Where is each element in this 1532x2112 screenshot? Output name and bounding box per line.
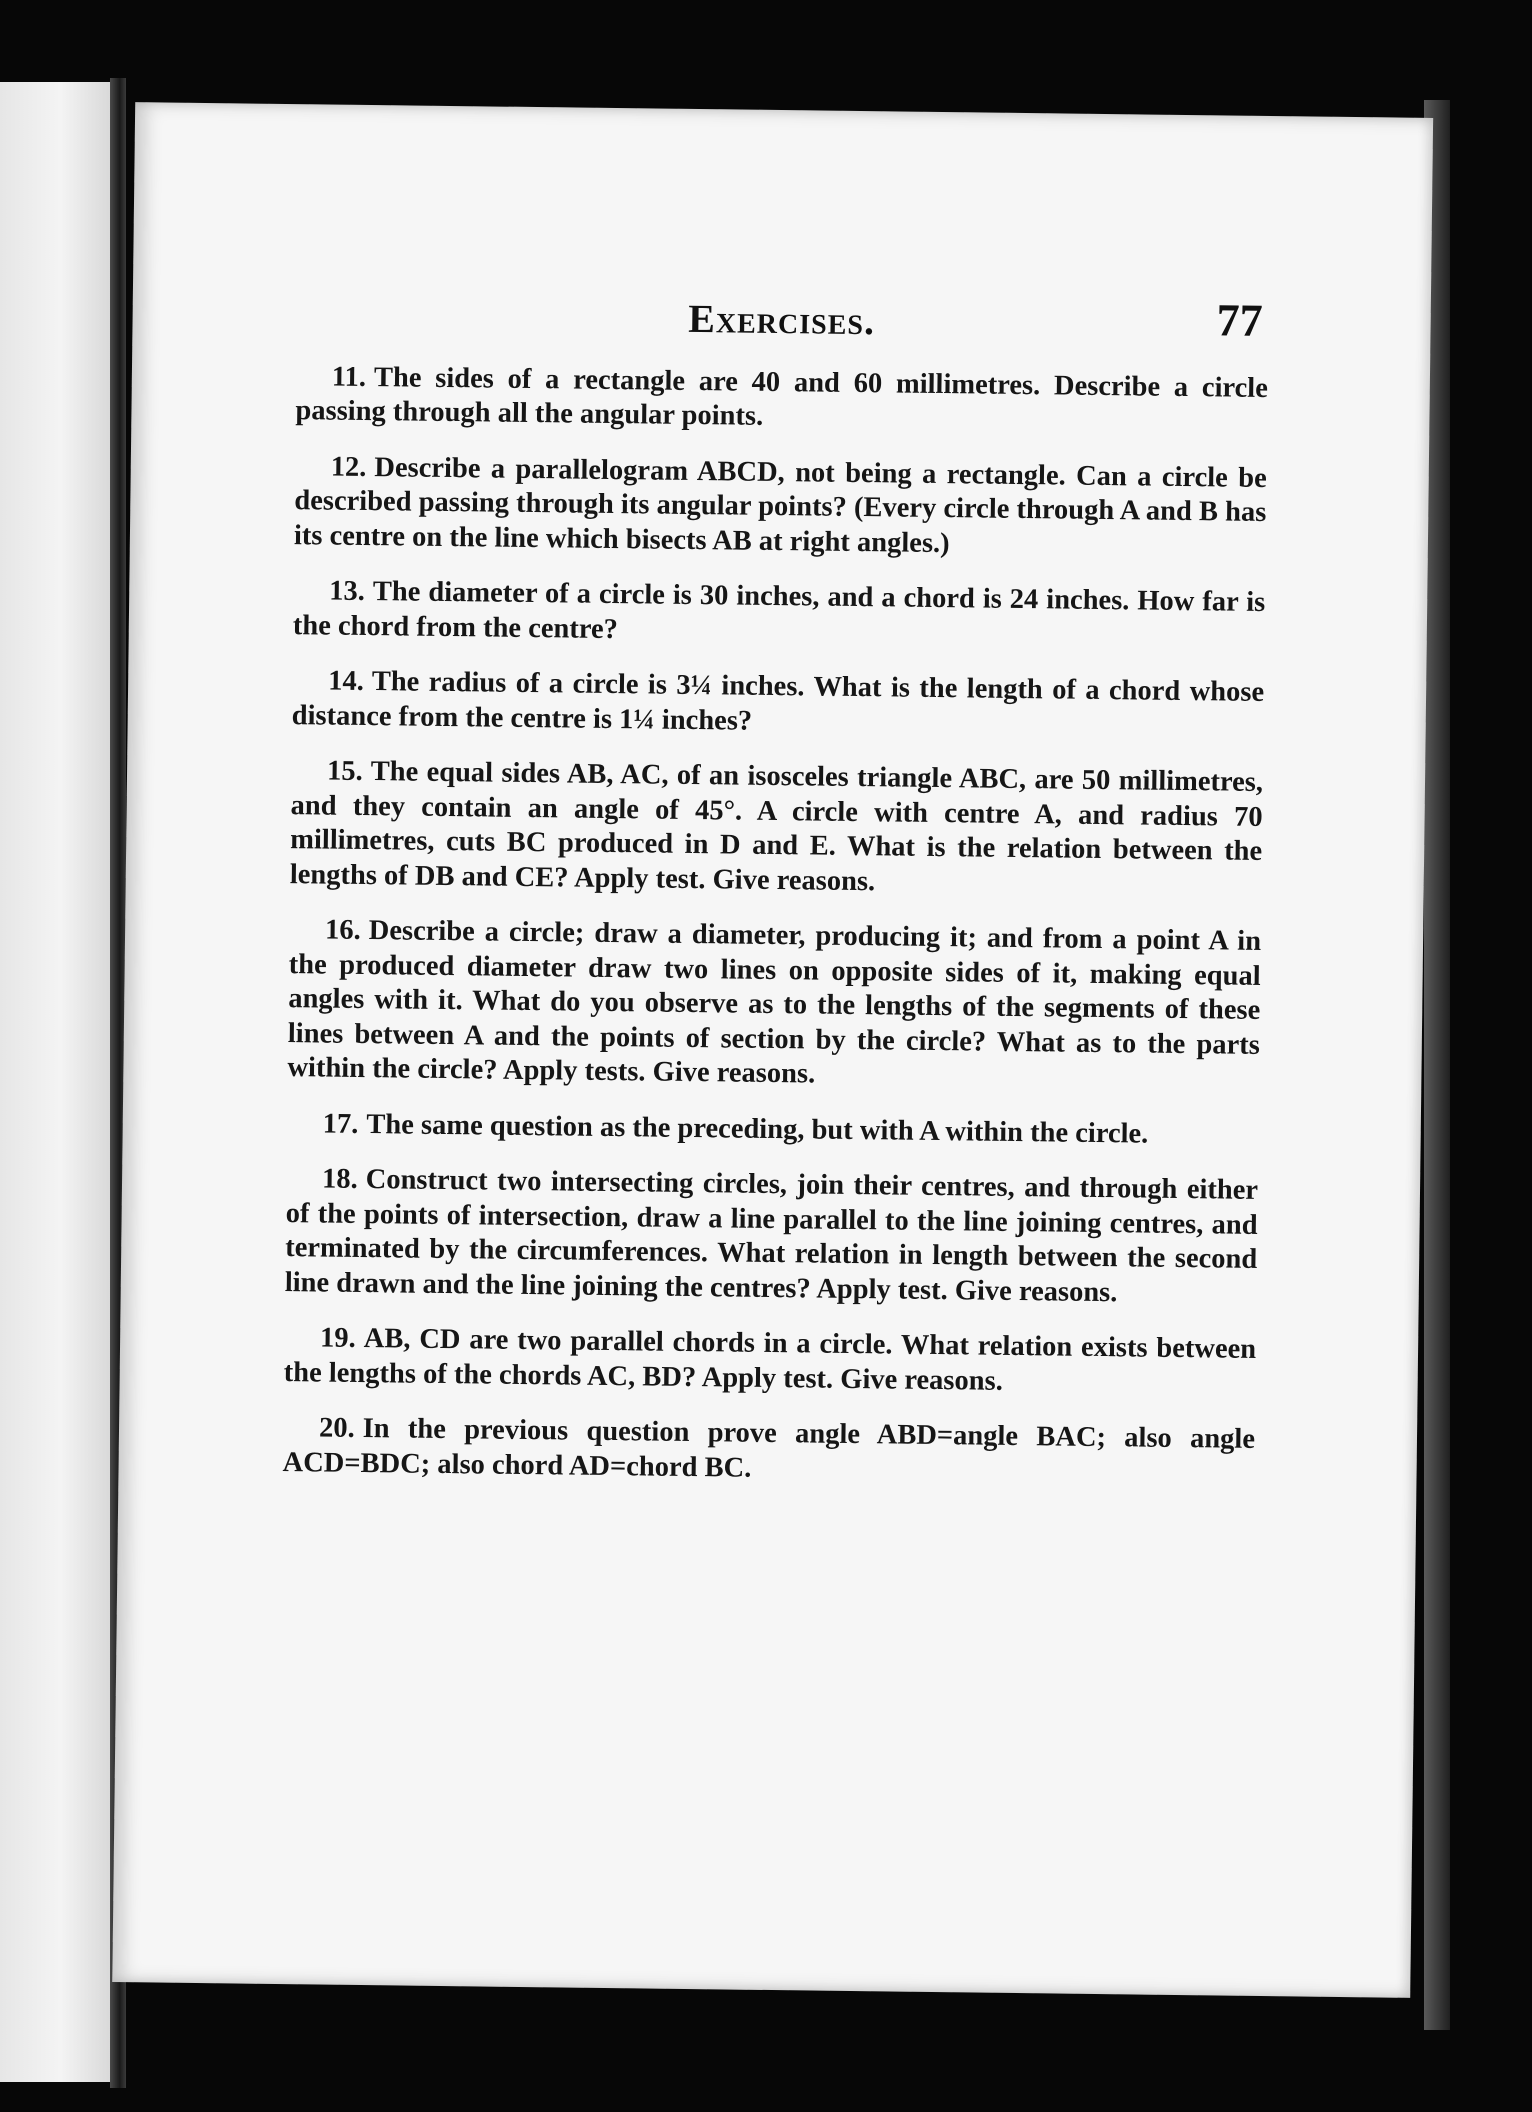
exercise-20 [282, 1411, 1255, 1492]
exercise-text: AB, CD are two parallel chords in a circle. What relation exists between the lengths of the chords AC, BD? Apply test. Give reasons. [283, 1323, 1257, 1397]
exercise-18 [285, 1162, 1259, 1312]
exercise-number: 13. [329, 575, 366, 608]
exercise-12 [294, 450, 1267, 565]
exercise-number: 19. [319, 1322, 356, 1355]
page-number: 77 [1216, 294, 1263, 346]
exercise-16 [287, 913, 1261, 1097]
exercise-number: 14. [327, 665, 364, 698]
exercise-text: Construct two intersecting circles, join their centres, and through either of the points of intersection, draw a line parallel to the line joining centres, and terminated by the circumferences. What relation in length between the second line drawn and the line joining the centres? Apply test. Give reasons. [284, 1164, 1259, 1308]
exercise-15 [290, 754, 1264, 904]
exercise-number: 12. [330, 451, 367, 483]
facing-page-edge [0, 82, 110, 2082]
exercise-11 [295, 360, 1268, 441]
exercise-number: 17. [322, 1108, 359, 1140]
exercise-text: The radius of a circle is 3¼ inches. What is the length of a chord whose distance from the centre is 1¼ inches? [291, 666, 1265, 737]
book-page [112, 102, 1433, 1998]
exercise-text: Describe a circle; draw a diameter, producing it; and from a point A in the produced diameter draw two lines on opposite sides of it, making equal angles with it. What do you observe as to the lengths of the segments of these lines between A and the points of section by the circle? What as to the parts within the circle? Apply tests. Give reasons. [287, 915, 1262, 1090]
exercise-number: 11. [331, 361, 367, 393]
exercise-text: The sides of a rectangle are 40 and 60 millimetres. Describe a circle passing through all the angular points. [295, 362, 1269, 433]
exercise-14 [292, 664, 1265, 745]
exercise-number: 15. [326, 755, 363, 788]
exercise-number: 20. [318, 1412, 355, 1445]
exercise-text: Describe a parallelogram ABCD, not being a rectangle. Can a circle be described passing through its angular points? (Every circle through A and B has its centre on the line which bisects AB at right angles.) [293, 452, 1267, 560]
exercise-list [282, 360, 1268, 1513]
exercise-number: 16. [324, 914, 361, 947]
running-head: Exercises. [687, 295, 876, 344]
exercise-text: In the previous question prove angle ABD=angle BAC; also angle ACD=BDC; also chord AD=chord BC. [282, 1413, 1256, 1484]
exercise-text: The diameter of a circle is 30 inches, and a chord is 24 inches. How far is the chord from the centre? [292, 576, 1266, 645]
exercise-text: The same question as the preceding, but with A within the circle. [366, 1108, 1149, 1150]
exercise-number: 18. [321, 1163, 358, 1196]
exercise-13 [293, 575, 1266, 656]
exercise-17 [287, 1107, 1259, 1153]
exercise-19 [284, 1321, 1257, 1402]
exercise-text: The equal sides AB, AC, of an isosceles triangle ABC, are 50 millimetres, and they contain an angle of 45°. A circle with centre A, and radius 70 millimetres, cuts BC produced in D and E. What is the relation between the lengths of DB and CE? Apply test. Give reasons. [289, 756, 1264, 898]
